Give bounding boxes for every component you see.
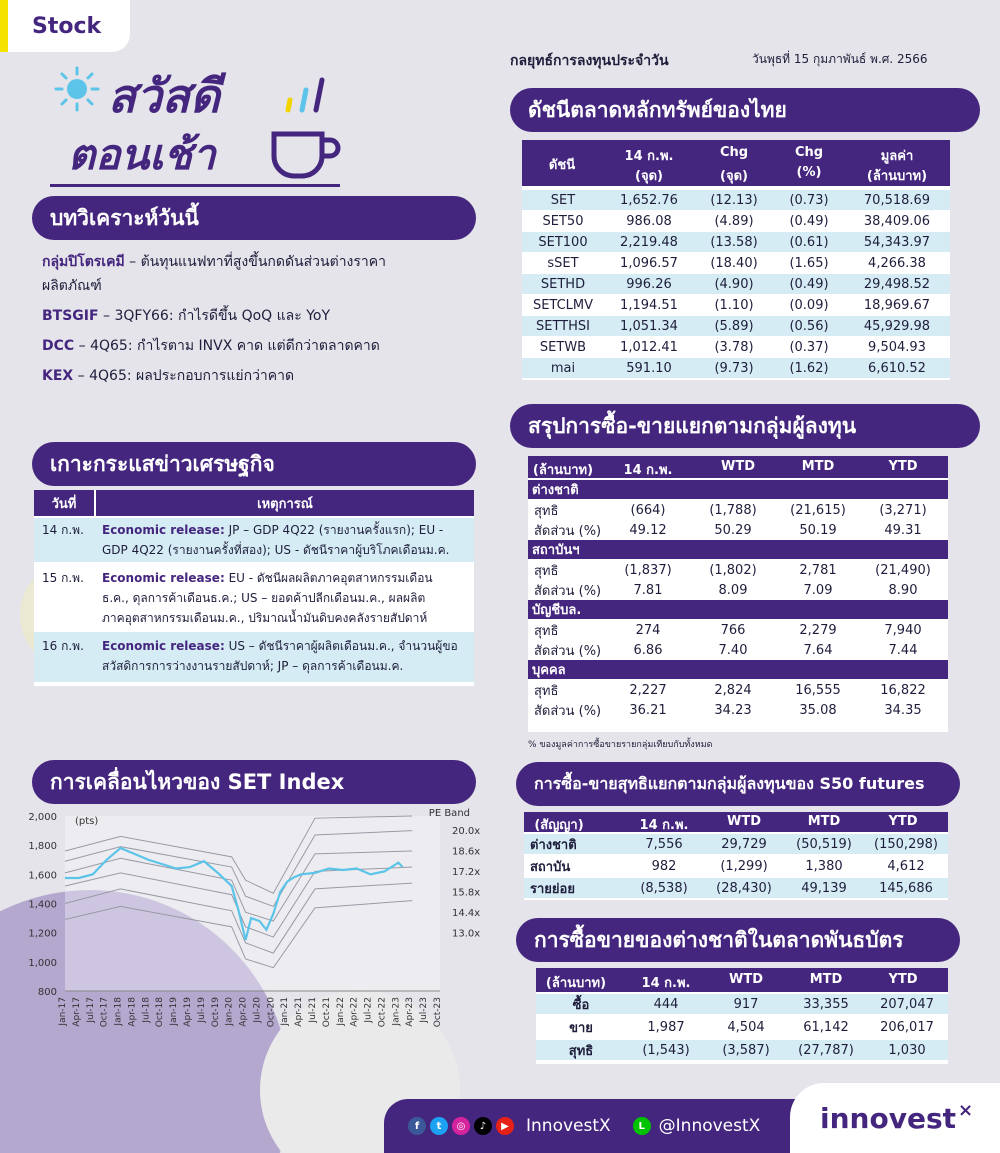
bonds-row-cell: 207,047 bbox=[880, 996, 934, 1012]
analysis-title: บทวิเคราะห์วันนี้ bbox=[50, 205, 199, 230]
investor-net-row bbox=[528, 620, 948, 640]
investor-net-row-cell: 2,227 bbox=[629, 682, 667, 698]
investor-note: % ของมูลค่าการซื้อขายรายกลุ่มเทียบกับทั้งหมด bbox=[528, 740, 713, 750]
plot-area bbox=[65, 816, 440, 991]
futures-row-cell: 49,139 bbox=[801, 880, 847, 896]
futures-row bbox=[524, 834, 948, 854]
futures-table bbox=[524, 812, 948, 900]
futures-row-cell: 4,612 bbox=[887, 858, 925, 874]
news-line: JP – GDP 4Q22 (รายงานครั้งแรก); EU - bbox=[224, 523, 444, 537]
twitter-icon[interactable]: t bbox=[430, 1117, 448, 1135]
analysis-item-text: – 3QFY66: กำไรดีขึ้น QoQ และ YoY bbox=[98, 308, 331, 324]
investor-pct-row-cell: 34.23 bbox=[714, 702, 752, 718]
set-index-row-cell: sSET bbox=[547, 255, 579, 271]
set-index-chart bbox=[10, 806, 490, 1046]
bonds-col-header bbox=[536, 968, 948, 992]
stock-badge bbox=[0, 0, 130, 52]
bonds-col: (ล้านบาท) bbox=[545, 976, 607, 991]
futures-row-cell: ต่างชาติ bbox=[530, 837, 577, 853]
investor-net-row bbox=[528, 680, 948, 700]
news-line: EU - ดัชนีผลผลิตภาคอุตสาหกรรมเดือน bbox=[224, 571, 433, 585]
investor-pct-row-cell: 50.19 bbox=[799, 522, 837, 538]
bonds-col: YTD bbox=[888, 972, 918, 987]
investor-pct-row-cell: 8.90 bbox=[888, 582, 918, 598]
set-index-row-cell: (0.09) bbox=[789, 297, 829, 313]
investor-net-row bbox=[528, 560, 948, 580]
x-tick-label: Oct-20 bbox=[266, 997, 277, 1028]
set-index-row-cell: (3.78) bbox=[714, 339, 754, 355]
bonds-row-cell: 206,017 bbox=[880, 1019, 934, 1035]
futures-row bbox=[524, 878, 948, 898]
investor-pct-row-cell: 7.09 bbox=[803, 582, 833, 598]
facebook-icon[interactable]: f bbox=[408, 1117, 426, 1135]
x-tick-label: Jul-18 bbox=[141, 997, 152, 1023]
set-col-pct-unit: (%) bbox=[796, 165, 822, 180]
y-tick-label: 1,000 bbox=[28, 957, 57, 969]
footer-handle[interactable]: InnovestX bbox=[526, 1116, 611, 1136]
x-tick-label: Apr-20 bbox=[238, 997, 249, 1027]
logo-x-mark: × bbox=[958, 1099, 974, 1121]
y-tick-label: 800 bbox=[37, 987, 57, 998]
futures-row-cell: (150,298) bbox=[874, 836, 938, 852]
set-col-name: ดัชนี bbox=[548, 158, 576, 173]
investor-net-row-cell: 766 bbox=[720, 622, 746, 638]
futures-title: การซื้อ-ขายสุทธิแยกตามกลุ่มผู้ลงทุนของ S50 futures bbox=[534, 773, 925, 793]
investor-net-row-cell: สุทธิ bbox=[534, 623, 559, 639]
investor-pct-row-cell: 8.09 bbox=[718, 582, 748, 598]
analysis-item-name: BTSGIF bbox=[42, 308, 99, 324]
x-tick-label: Jul-17 bbox=[85, 997, 96, 1023]
set-index-row-cell: 18,969.67 bbox=[863, 297, 931, 313]
pe-band-label: 20.0x bbox=[452, 826, 481, 837]
analysis-item-text: – 4Q65: ผลประกอบการแย่กว่าคาด bbox=[73, 368, 295, 384]
footer-bar bbox=[384, 1099, 834, 1153]
set-index-row-cell: (0.61) bbox=[789, 234, 829, 250]
y-axis-label: (pts) bbox=[75, 816, 99, 827]
investor-net-row-cell: สุทธิ bbox=[534, 563, 559, 579]
news-text bbox=[102, 568, 472, 628]
set-col-chg: Chg bbox=[719, 145, 749, 160]
investor-pct-row bbox=[528, 700, 948, 720]
x-tick-label: Jan-20 bbox=[224, 997, 235, 1026]
x-tick-label: Jan-22 bbox=[335, 997, 346, 1026]
news-table bbox=[34, 490, 474, 686]
bonds-title: การซื้อขายของต่างชาติในตลาดพันธบัตร bbox=[534, 927, 904, 952]
set-index-row-cell: (0.56) bbox=[789, 318, 829, 334]
set-index-table bbox=[522, 140, 950, 380]
pe-band-label: 15.8x bbox=[452, 887, 481, 899]
legend-title: PE Band bbox=[428, 808, 470, 819]
investor-net-row-cell: 274 bbox=[635, 622, 661, 638]
set-index-row-cell: (0.49) bbox=[789, 213, 829, 229]
news-line: ภาคอุตสาหกรรมเดือนม.ค., ปริมาณน้ำมันดิบคงคลังรายสัปดาห์ bbox=[102, 611, 428, 625]
investor-pct-row-cell: 7.40 bbox=[718, 642, 748, 658]
set-index-row-cell: SET50 bbox=[542, 213, 584, 229]
investor-net-row bbox=[528, 500, 948, 520]
x-tick-label: Jul-19 bbox=[196, 997, 207, 1023]
futures-col: MTD bbox=[807, 814, 841, 829]
set-index-row-cell: 591.10 bbox=[626, 360, 672, 376]
investor-pct-row-cell: 7.81 bbox=[633, 582, 663, 598]
futures-col: (สัญญา) bbox=[534, 818, 584, 833]
investor-pct-row-cell: 36.21 bbox=[629, 702, 667, 718]
strategy-date: วันพุธที่ 15 กุมภาพันธ์ พ.ศ. 2566 bbox=[752, 52, 928, 66]
x-tick-label: Apr-23 bbox=[405, 997, 416, 1027]
investor-col: (ล้านบาท) bbox=[532, 463, 594, 478]
investor-pct-row bbox=[528, 580, 948, 600]
investor-net-row-cell: 2,824 bbox=[714, 682, 752, 698]
greeting-underline bbox=[50, 184, 340, 187]
x-tick-label: Oct-23 bbox=[433, 997, 443, 1028]
futures-row-cell: 29,729 bbox=[721, 836, 767, 852]
bonds-row-cell: 61,142 bbox=[803, 1019, 849, 1035]
x-tick-label: Jul-20 bbox=[252, 997, 263, 1023]
pe-band-label: 14.4x bbox=[452, 908, 481, 919]
coffee-cup-icon bbox=[268, 126, 344, 182]
innovestx-logo: innovest bbox=[820, 1101, 956, 1135]
set-index-row-cell: 996.26 bbox=[626, 276, 672, 292]
investor-pct-row-cell: สัดส่วน (%) bbox=[534, 643, 602, 659]
analysis-item-name: DCC bbox=[42, 338, 75, 354]
investor-pct-row bbox=[528, 520, 948, 540]
investor-net-row-cell: (21,615) bbox=[790, 502, 846, 518]
investor-net-row-cell: (1,802) bbox=[709, 562, 757, 578]
set-col-value-unit: (ล้านบาท) bbox=[866, 169, 928, 184]
investor-pct-row bbox=[528, 640, 948, 660]
investor-col: MTD bbox=[801, 459, 835, 474]
investor-net-row-cell: 7,940 bbox=[884, 622, 922, 638]
bonds-row-cell: (1,543) bbox=[642, 1042, 690, 1058]
investor-pct-row-cell: 7.64 bbox=[803, 642, 833, 658]
set-index-row-cell: (1.65) bbox=[789, 255, 829, 271]
footer-at-handle[interactable]: @InnovestX bbox=[658, 1116, 761, 1136]
futures-header bbox=[516, 762, 960, 806]
bonds-row-cell: 33,355 bbox=[803, 996, 849, 1012]
futures-row-cell: 7,556 bbox=[645, 836, 683, 852]
set-index-row-cell: (13.58) bbox=[710, 234, 758, 250]
badge-accent bbox=[0, 0, 8, 52]
analysis-list bbox=[42, 250, 482, 388]
news-tag: Economic release: bbox=[102, 571, 225, 585]
set-col-pct: Chg bbox=[794, 145, 824, 160]
futures-row-cell: (8,538) bbox=[640, 880, 688, 896]
footer-logo-box bbox=[790, 1083, 1000, 1153]
bonds-row-cell: สุทธิ bbox=[568, 1043, 594, 1059]
x-tick-label: Apr-17 bbox=[71, 997, 82, 1027]
news-line: US – ดัชนีราคาผู้ผลิตเดือนม.ค., จำนวนผู้ขอ bbox=[224, 639, 458, 653]
set-index-row bbox=[522, 253, 950, 273]
bonds-row-cell: ขาย bbox=[569, 1020, 593, 1036]
investor-col-header bbox=[528, 456, 948, 478]
investor-pct-row-cell: 34.35 bbox=[884, 702, 922, 718]
investor-pct-row-cell: สัดส่วน (%) bbox=[534, 523, 602, 539]
set-index-row-cell: 70,518.69 bbox=[863, 192, 931, 208]
analysis-item-name: กลุ่มปิโตรเคมี bbox=[42, 254, 125, 270]
investor-net-row-cell: (664) bbox=[630, 502, 666, 518]
futures-col-header bbox=[524, 812, 948, 832]
youtube-icon[interactable]: ▶ bbox=[496, 1117, 514, 1135]
investor-pct-row-cell: สัดส่วน (%) bbox=[534, 703, 602, 719]
futures-row-cell: สถาบัน bbox=[530, 859, 571, 875]
analysis-item-text: – 4Q65: กำไรตาม INVX คาด แต่ดีกว่าตลาดคาด bbox=[74, 338, 380, 354]
set-col-header bbox=[522, 140, 950, 186]
bonds-row-cell: 1,987 bbox=[647, 1019, 685, 1035]
futures-row-cell: 982 bbox=[651, 858, 677, 874]
set-index-row-cell: SETCLMV bbox=[532, 297, 594, 313]
tiktok-icon[interactable]: ♪ bbox=[474, 1117, 492, 1135]
news-text bbox=[102, 520, 472, 560]
news-tag: Economic release: bbox=[102, 523, 225, 537]
investor-group-label: ต่างชาติ bbox=[528, 480, 948, 499]
investor-net-row-cell: สุทธิ bbox=[534, 683, 559, 699]
investor-group-label: บัญชีบล. bbox=[528, 600, 948, 619]
set-index-row-cell: SETHD bbox=[540, 276, 586, 292]
analysis-header bbox=[32, 196, 476, 240]
investor-net-row-cell: 2,781 bbox=[799, 562, 837, 578]
bonds-col: WTD bbox=[729, 972, 763, 987]
x-tick-label: Apr-21 bbox=[294, 997, 305, 1027]
chart-title: การเคลื่อนไหวของ SET Index bbox=[50, 769, 345, 794]
futures-row-cell: (28,430) bbox=[716, 880, 772, 896]
strategy-title: กลยุทธ์การลงทุนประจำวัน bbox=[510, 53, 669, 69]
futures-row-cell: 145,686 bbox=[879, 880, 933, 896]
set-index-row bbox=[522, 316, 950, 336]
sun-icon bbox=[54, 66, 100, 112]
investor-group-label: สถาบันฯ bbox=[528, 540, 948, 559]
set-index-row-cell: 1,652.76 bbox=[620, 192, 678, 208]
news-date: 14 ก.พ. bbox=[42, 523, 84, 537]
analysis-item-text: – ต้นทุนแนฟทาที่สูงขึ้นกดดันส่วนต่างราคา bbox=[124, 254, 386, 270]
instagram-icon[interactable]: ◎ bbox=[452, 1117, 470, 1135]
x-tick-label: Jul-21 bbox=[308, 997, 318, 1023]
bonds-row-cell: (3,587) bbox=[722, 1042, 770, 1058]
x-tick-label: Oct-18 bbox=[155, 997, 166, 1028]
x-tick-label: Oct-19 bbox=[210, 997, 221, 1028]
set-index-row-cell: (0.73) bbox=[789, 192, 829, 208]
set-index-row-cell: SETTHSI bbox=[536, 318, 590, 334]
set-index-row-cell: (5.89) bbox=[714, 318, 754, 334]
analysis-item-cont: ผลิตภัณฑ์ bbox=[42, 278, 102, 294]
x-tick-label: Oct-22 bbox=[377, 997, 388, 1028]
news-date: 16 ก.พ. bbox=[42, 639, 84, 653]
investor-net-row-cell: (21,490) bbox=[875, 562, 931, 578]
x-tick-label: Apr-19 bbox=[183, 997, 193, 1027]
x-tick-label: Apr-18 bbox=[127, 997, 138, 1027]
set-index-row bbox=[522, 211, 950, 231]
set-index-row-cell: (4.89) bbox=[714, 213, 754, 229]
greeting-line1: สวัสดี bbox=[108, 69, 220, 123]
futures-row-cell: รายย่อย bbox=[530, 881, 575, 897]
set-col-chg-unit: (จุด) bbox=[720, 169, 748, 184]
bonds-col: 14 ก.พ. bbox=[641, 976, 691, 991]
analysis-item bbox=[42, 364, 482, 388]
pe-band-label: 18.6x bbox=[452, 846, 481, 858]
news-tag: Economic release: bbox=[102, 639, 225, 653]
bonds-row-cell: 4,504 bbox=[727, 1019, 765, 1035]
x-tick-label: Jan-23 bbox=[391, 997, 402, 1026]
set-index-row bbox=[522, 358, 950, 378]
bonds-table bbox=[536, 968, 948, 1064]
investor-pct-row-cell: 7.44 bbox=[888, 642, 918, 658]
news-header bbox=[32, 442, 476, 486]
investor-pct-row-cell: 49.12 bbox=[629, 522, 667, 538]
x-tick-label: Jan-18 bbox=[113, 997, 124, 1026]
bonds-row bbox=[536, 1017, 948, 1037]
set-index-row bbox=[522, 232, 950, 252]
set-col-close-unit: (จุด) bbox=[635, 169, 663, 184]
investor-col: WTD bbox=[721, 459, 755, 474]
futures-row-cell: (50,519) bbox=[796, 836, 852, 852]
investor-col: 14 ก.พ. bbox=[623, 463, 673, 478]
set-index-row bbox=[522, 337, 950, 357]
y-tick-label: 1,600 bbox=[28, 870, 57, 882]
analysis-item bbox=[42, 250, 482, 274]
x-tick-label: Oct-17 bbox=[99, 997, 110, 1028]
pe-band-label: 13.0x bbox=[452, 928, 481, 940]
news-col-event: เหตุการณ์ bbox=[96, 490, 474, 516]
set-index-row-cell: SET100 bbox=[538, 234, 588, 250]
news-date: 15 ก.พ. bbox=[42, 571, 84, 585]
set-index-row-cell: 45,929.98 bbox=[863, 318, 931, 334]
news-line: ธ.ค., ดุลการค้าเดือนธ.ค.; US – ยอดค้าปลีกเดือนม.ค., ผลผลิต bbox=[102, 591, 426, 605]
bonds-col: MTD bbox=[809, 972, 843, 987]
investor-net-row-cell: 2,279 bbox=[799, 622, 837, 638]
x-tick-label: Jan-19 bbox=[169, 997, 180, 1026]
y-tick-label: 1,800 bbox=[28, 841, 57, 853]
analysis-item-name: KEX bbox=[42, 368, 74, 384]
investor-header bbox=[510, 404, 980, 448]
investor-pct-row-cell: สัดส่วน (%) bbox=[534, 583, 602, 599]
analysis-item bbox=[42, 334, 482, 358]
investor-net-row-cell: 16,555 bbox=[795, 682, 841, 698]
set-index-row-cell: SETWB bbox=[539, 339, 587, 355]
set-index-row bbox=[522, 274, 950, 294]
investor-net-row-cell: (1,788) bbox=[709, 502, 757, 518]
set-index-row-cell: 29,498.52 bbox=[863, 276, 931, 292]
investor-net-row-cell: 16,822 bbox=[880, 682, 926, 698]
bonds-header bbox=[516, 918, 960, 962]
y-tick-label: 2,000 bbox=[28, 812, 57, 823]
set-index-row-cell: SET bbox=[550, 192, 576, 208]
investor-table bbox=[528, 456, 948, 732]
investor-pct-row-cell: 49.31 bbox=[884, 522, 922, 538]
set-index-row-cell: (0.49) bbox=[789, 276, 829, 292]
set-index-row-cell: (1.62) bbox=[789, 360, 829, 376]
futures-row-cell: (1,299) bbox=[720, 858, 768, 874]
set-index-row-cell: 986.08 bbox=[626, 213, 672, 229]
set-index-row-cell: (4.90) bbox=[714, 276, 754, 292]
y-tick-label: 1,200 bbox=[28, 928, 57, 940]
y-tick-label: 1,400 bbox=[28, 899, 57, 911]
futures-col: WTD bbox=[727, 814, 761, 829]
futures-row bbox=[524, 856, 948, 876]
x-tick-label: Jul-23 bbox=[419, 997, 430, 1023]
news-text bbox=[102, 636, 472, 676]
x-tick-label: Jan-21 bbox=[280, 997, 291, 1026]
bonds-row-cell: (27,787) bbox=[798, 1042, 854, 1058]
news-col-date: วันที่ bbox=[34, 490, 94, 516]
set-index-row-cell: 1,012.41 bbox=[620, 339, 678, 355]
greeting bbox=[50, 60, 350, 190]
bonds-row bbox=[536, 994, 948, 1014]
line-icon[interactable]: L bbox=[633, 1117, 651, 1135]
set-index-row-cell: (0.37) bbox=[789, 339, 829, 355]
set-index-row bbox=[522, 295, 950, 315]
set-index-row-cell: mai bbox=[550, 360, 576, 376]
investor-pct-row-cell: 6.86 bbox=[633, 642, 663, 658]
x-tick-label: Jan-17 bbox=[58, 997, 68, 1026]
x-tick-label: Apr-22 bbox=[349, 997, 360, 1027]
chart-header bbox=[32, 760, 476, 804]
bonds-row-cell: ซื้อ bbox=[572, 997, 590, 1013]
set-index-row-cell: 54,343.97 bbox=[863, 234, 931, 250]
set-col-value: มูลค่า bbox=[880, 149, 914, 164]
set-index-row-cell: 4,266.38 bbox=[868, 255, 926, 271]
set-index-row-cell: 9,504.93 bbox=[868, 339, 926, 355]
investor-group-label: บุคคล bbox=[528, 660, 948, 679]
set-index-header bbox=[510, 88, 980, 132]
set-index-row-cell: (12.13) bbox=[710, 192, 758, 208]
news-line: GDP 4Q22 (รายงานครั้งที่สอง); US - ดัชนีราคาผู้บริโภคเดือนม.ค. bbox=[102, 543, 450, 557]
news-line: สวัสดิการการว่างงานรายสัปดาห์; JP – ดุลการค้าเดือนม.ค. bbox=[102, 659, 404, 673]
bonds-row-cell: 917 bbox=[733, 996, 759, 1012]
set-col-close: 14 ก.พ. bbox=[624, 149, 674, 164]
set-index-title: ดัชนีตลาดหลักทรัพย์ของไทย bbox=[528, 97, 787, 122]
set-index-row-cell: 38,409.06 bbox=[863, 213, 931, 229]
investor-net-row-cell: สุทธิ bbox=[534, 503, 559, 519]
x-tick-label: Oct-21 bbox=[321, 997, 332, 1028]
set-index-row bbox=[522, 190, 950, 210]
badge-label: Stock bbox=[32, 13, 102, 39]
set-index-row-cell: (9.73) bbox=[714, 360, 754, 376]
x-tick-label: Jul-22 bbox=[363, 997, 374, 1023]
investor-title: สรุปการซื้อ-ขายแยกตามกลุ่มผู้ลงทุน bbox=[528, 413, 857, 438]
bonds-row bbox=[536, 1040, 948, 1060]
investor-col: YTD bbox=[888, 459, 918, 474]
news-title: เกาะกระแสข่าวเศรษฐกิจ bbox=[50, 451, 275, 476]
greeting-line2: ตอนเช้า bbox=[68, 130, 216, 179]
analysis-item bbox=[42, 304, 482, 328]
futures-col: YTD bbox=[888, 814, 918, 829]
set-index-row-cell: (1.10) bbox=[714, 297, 754, 313]
bonds-row-cell: 444 bbox=[653, 996, 679, 1012]
set-index-row-cell: (18.40) bbox=[710, 255, 758, 271]
futures-row-cell: 1,380 bbox=[805, 858, 843, 874]
investor-net-row-cell: (1,837) bbox=[624, 562, 672, 578]
set-index-row-cell: 2,219.48 bbox=[620, 234, 678, 250]
set-index-row-cell: 1,096.57 bbox=[620, 255, 678, 271]
set-index-row-cell: 6,610.52 bbox=[868, 360, 926, 376]
futures-col: 14 ก.พ. bbox=[639, 818, 689, 833]
investor-net-row-cell: (3,271) bbox=[879, 502, 927, 518]
bonds-row-cell: 1,030 bbox=[888, 1042, 926, 1058]
steam-icon bbox=[278, 76, 328, 116]
set-index-row-cell: 1,051.34 bbox=[620, 318, 678, 334]
investor-pct-row-cell: 35.08 bbox=[799, 702, 837, 718]
pe-band-label: 17.2x bbox=[452, 867, 481, 878]
investor-pct-row-cell: 50.29 bbox=[714, 522, 752, 538]
set-index-row-cell: 1,194.51 bbox=[620, 297, 678, 313]
